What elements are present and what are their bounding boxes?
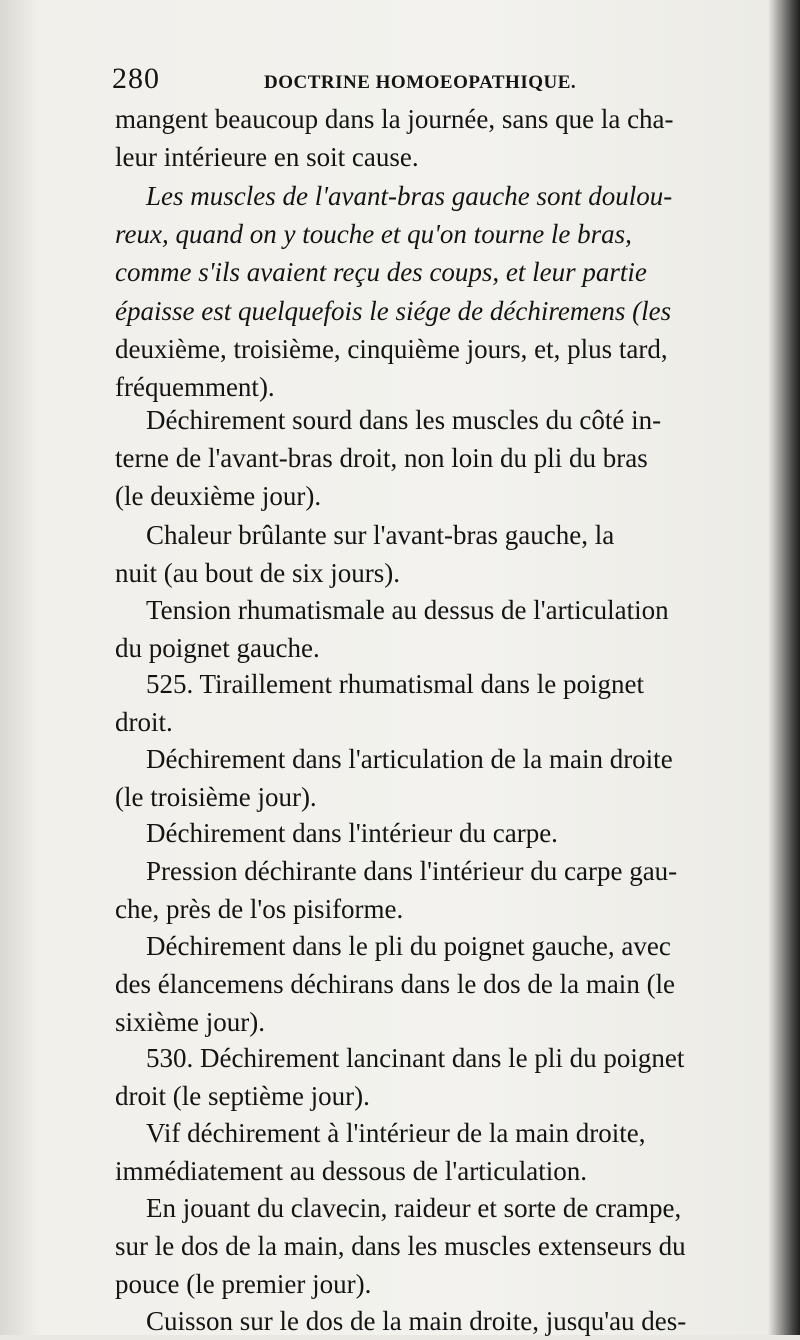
text-line: Cuisson sur le dos de la main droite, jusqu'au des- xyxy=(146,1306,687,1336)
text-line: droit (le septième jour). xyxy=(115,1081,370,1111)
text-line: mangent beaucoup dans la journée, sans que la cha- xyxy=(115,104,674,134)
text-line: Déchirement dans le pli du poignet gauche, avec xyxy=(146,931,671,961)
text-line: des élancemens déchirans dans le dos de la main (le xyxy=(115,969,676,999)
text-line: (le troisième jour). xyxy=(115,782,317,812)
text-line: Les muscles de l'avant-bras gauche sont doulou- xyxy=(146,181,673,211)
text-line: Tension rhumatismale au dessus de l'articulation xyxy=(146,595,669,625)
running-title: DOCTRINE HOMOEOPATHIQUE. xyxy=(264,72,577,93)
text-line: leur intérieure en soit cause. xyxy=(115,142,419,172)
text-line: Déchirement sourd dans les muscles du côté in- xyxy=(146,405,662,435)
text-line: immédiatement au dessous de l'articulation. xyxy=(115,1156,587,1186)
text-line: épaisse est quelquefois le siége de déchiremens (les xyxy=(115,296,672,326)
text-line: Chaleur brûlante sur l'avant-bras gauche, la xyxy=(146,520,615,550)
text-line: sixième jour). xyxy=(115,1007,265,1037)
text-line: Pression déchirante dans l'intérieur du carpe gau- xyxy=(146,856,678,886)
text-line: Déchirement dans l'articulation de la main droite xyxy=(146,744,673,774)
text-line: nuit (au bout de six jours). xyxy=(115,558,400,588)
text-line: pouce (le premier jour). xyxy=(115,1269,372,1299)
text-line: 530. Déchirement lancinant dans le pli du poignet xyxy=(146,1043,685,1073)
page-header xyxy=(108,62,748,102)
page-number: 280 xyxy=(112,62,160,95)
text-line: comme s'ils avaient reçu des coups, et leur partie xyxy=(115,257,647,287)
text-line: Vif déchirement à l'intérieur de la main droite, xyxy=(146,1118,646,1148)
text-line: fréquemment). xyxy=(115,372,275,402)
text-line: 525. Tiraillement rhumatismal dans le poignet xyxy=(146,669,644,699)
text-line: (le deuxième jour). xyxy=(115,481,322,511)
text-line: che, près de l'os pisiforme. xyxy=(115,894,404,924)
text-line: terne de l'avant-bras droit, non loin du pli du bras xyxy=(115,443,648,473)
text-line: sur le dos de la main, dans les muscles extenseurs du xyxy=(115,1231,686,1261)
text-line: deuxième, troisième, cinquième jours, et, plus tard, xyxy=(115,334,668,364)
text-line: du poignet gauche. xyxy=(115,633,320,663)
text-line: reux, quand on y touche et qu'on tourne le bras, xyxy=(115,219,632,249)
text-line: Déchirement dans l'intérieur du carpe. xyxy=(146,818,558,848)
text-line: En jouant du clavecin, raideur et sorte de crampe, xyxy=(146,1193,682,1223)
text-line: droit. xyxy=(115,707,173,737)
